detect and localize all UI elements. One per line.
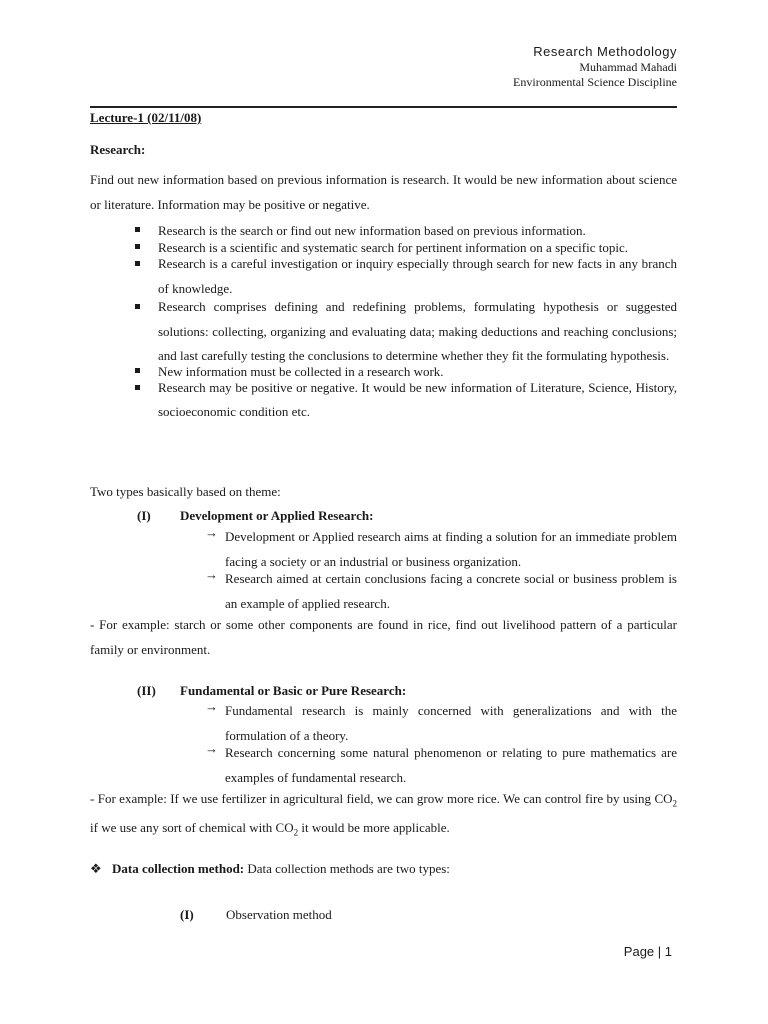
type2-point-2: → Research concerning some natural phenomenon or relating to pure mathematics are examples of fundamental research. bbox=[205, 741, 677, 785]
type2-point-1: → Fundamental research is mainly concerned with generalizations and with the formulation of a theory. bbox=[205, 699, 677, 743]
square-bullet-icon bbox=[135, 244, 140, 249]
document-header bbox=[513, 44, 677, 90]
square-bullet-icon bbox=[135, 385, 140, 390]
list-item: Research comprises defining and redefining problems, formulating hypothesis or suggested solutions: collecting, organizing and evaluating data; making deductions and reaching conclusions; and last carefully testing the conclusions to determine whether they fit the formulating hypothesis. bbox=[133, 295, 677, 369]
data-collection-item: Observation method bbox=[226, 907, 332, 922]
page-number: Page | 1 bbox=[623, 944, 672, 959]
diamond-bullet-icon: ❖ bbox=[90, 861, 102, 876]
square-bullet-icon bbox=[135, 368, 140, 373]
type1-point-1: → Development or Applied research aims at finding a solution for an immediate problem facing a society or an industrial or business organization. bbox=[205, 525, 677, 569]
data-collection-text: Data collection methods are two types: bbox=[244, 861, 450, 876]
list-item: Research is a scientific and systematic search for pertinent information on a specific topic. bbox=[133, 239, 677, 256]
list-item: New information must be collected in a research work. bbox=[133, 363, 677, 380]
header-author: Muhammad Mahadi bbox=[579, 60, 677, 74]
type1-numeral: (I) bbox=[137, 508, 151, 523]
list-item: Research may be positive or negative. It would be new information of Literature, Science, History, socioeconomic condition etc. bbox=[133, 376, 677, 425]
header-discipline: Environmental Science Discipline bbox=[513, 75, 677, 89]
data-collection-numeral: (I) bbox=[180, 907, 194, 922]
intro-paragraph: Find out new information based on previous information is research. It would be new information about science or literature. Information may be positive or negative. bbox=[90, 172, 677, 212]
list-item: Research is the search or find out new information based on previous information. bbox=[133, 222, 677, 239]
type2-numeral: (II) bbox=[137, 683, 156, 698]
data-collection-label: Data collection method: bbox=[112, 861, 245, 876]
types-intro: Two types basically based on theme: bbox=[90, 484, 281, 499]
type2-title: Fundamental or Basic or Pure Research: bbox=[180, 683, 407, 698]
research-heading: Research: bbox=[90, 142, 146, 157]
data-collection-line bbox=[90, 861, 677, 877]
type1-title: Development or Applied Research: bbox=[180, 508, 374, 523]
research-bullet-list bbox=[133, 222, 677, 425]
header-rule bbox=[90, 106, 677, 108]
header-title: Research Methodology bbox=[533, 44, 677, 59]
type1-point-2: → Research aimed at certain conclusions facing a concrete social or business problem is an example of applied research. bbox=[205, 567, 677, 611]
lecture-title: Lecture-1 (02/11/08) bbox=[90, 110, 202, 125]
type1-example: - For example: starch or some other components are found in rice, find out livelihood pattern of a particular family or environment. bbox=[90, 617, 677, 657]
square-bullet-icon bbox=[135, 261, 140, 266]
arrow-right-icon: → bbox=[205, 699, 218, 714]
square-bullet-icon bbox=[135, 227, 140, 232]
list-item: Research is a careful investigation or inquiry especially through search for new facts in any branch of knowledge. bbox=[133, 252, 677, 301]
arrow-right-icon: → bbox=[205, 567, 218, 582]
type2-example: - For example: If we use fertilizer in agricultural field, we can grow more rice. We can control fire by using $CO_2$ if we use any sort of chemical with $CO_2$ it would be more applicable. bbox=[90, 791, 677, 838]
arrow-right-icon: → bbox=[205, 525, 218, 540]
arrow-right-icon: → bbox=[205, 741, 218, 756]
square-bullet-icon bbox=[135, 304, 140, 309]
